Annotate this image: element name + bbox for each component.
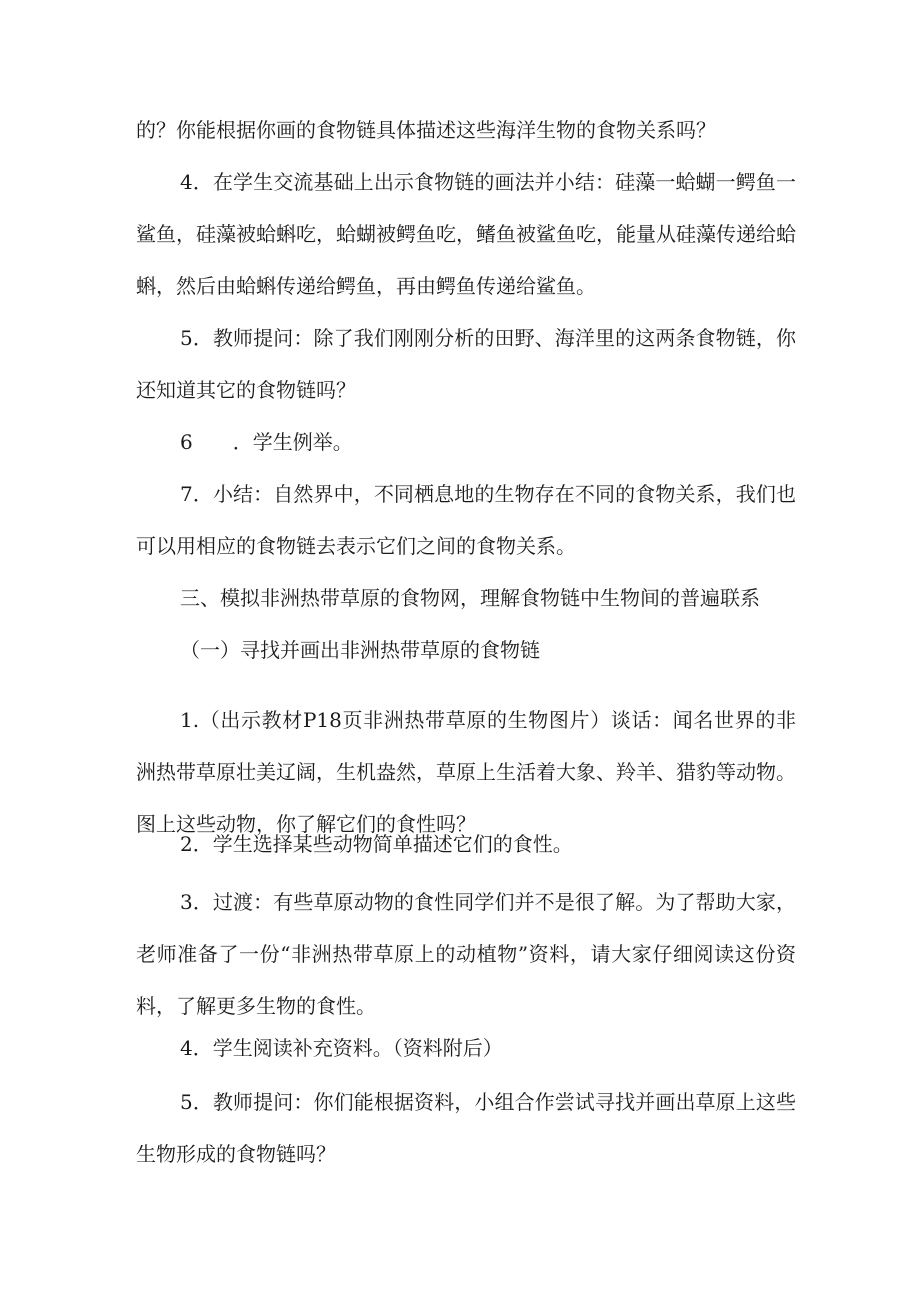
paragraph-grassland-3: 3．过渡：有些草原动物的食性同学们并不是很了解。为了帮助大家，老师准备了一份“非洲热带草原上的动植物”资料，请大家仔细阅读这份资料，了解更多生物的食性。 [136,890,796,1018]
paragraph-continuation: 的？你能根据你画的食物链具体描述这些海洋生物的食物关系吗？ [136,118,716,142]
section-heading-3: 三、模拟非洲热带草原的食物网，理解食物链中生物间的普遍联系 [180,586,760,610]
paragraph-grassland-4: 4．学生阅读补充资料。（资料附后） [180,1036,503,1060]
paragraph-grassland-2: 2．学生选择某些动物简单描述它们的食性。 [180,832,573,856]
paragraph-grassland-5: 5．教师提问：你们能根据资料，小组合作尝试寻找并画出草原上这些生物形成的食物链吗？ [136,1090,796,1166]
paragraph-step-5: 5．教师提问：除了我们刚刚分析的田野、海洋里的这两条食物链，你还知道其它的食物链吗？ [136,326,796,402]
paragraph-step-6: 6 ．学生例举。 [180,430,353,454]
paragraph-step-7: 7．小结：自然界中，不同栖息地的生物存在不同的食物关系，我们也可以用相应的食物链去表示它们之间的食物关系。 [136,482,796,558]
subsection-heading-1: （一）寻找并画出非洲热带草原的食物链 [180,638,540,662]
paragraph-grassland-1: 1.（出示教材P18页非洲热带草原的生物图片）谈话：闻名世界的非洲热带草原壮美辽阔，生机盎然，草原上生活着大象、羚羊、猎豹等动物。图上这些动物，你了解它们的食性吗？ [136,708,796,836]
paragraph-step-4: 4．在学生交流基础上出示食物链的画法并小结：硅藻一蛤蝴一鳄鱼一鲨鱼，硅藻被蛤蝌吃，蛤蝴被鳄鱼吃，鳍鱼被鲨鱼吃，能量从硅藻传递给蛤蝌，然后由蛤蝌传递给鳄鱼，再由鳄鱼传递给鲨鱼。 [136,170,796,298]
